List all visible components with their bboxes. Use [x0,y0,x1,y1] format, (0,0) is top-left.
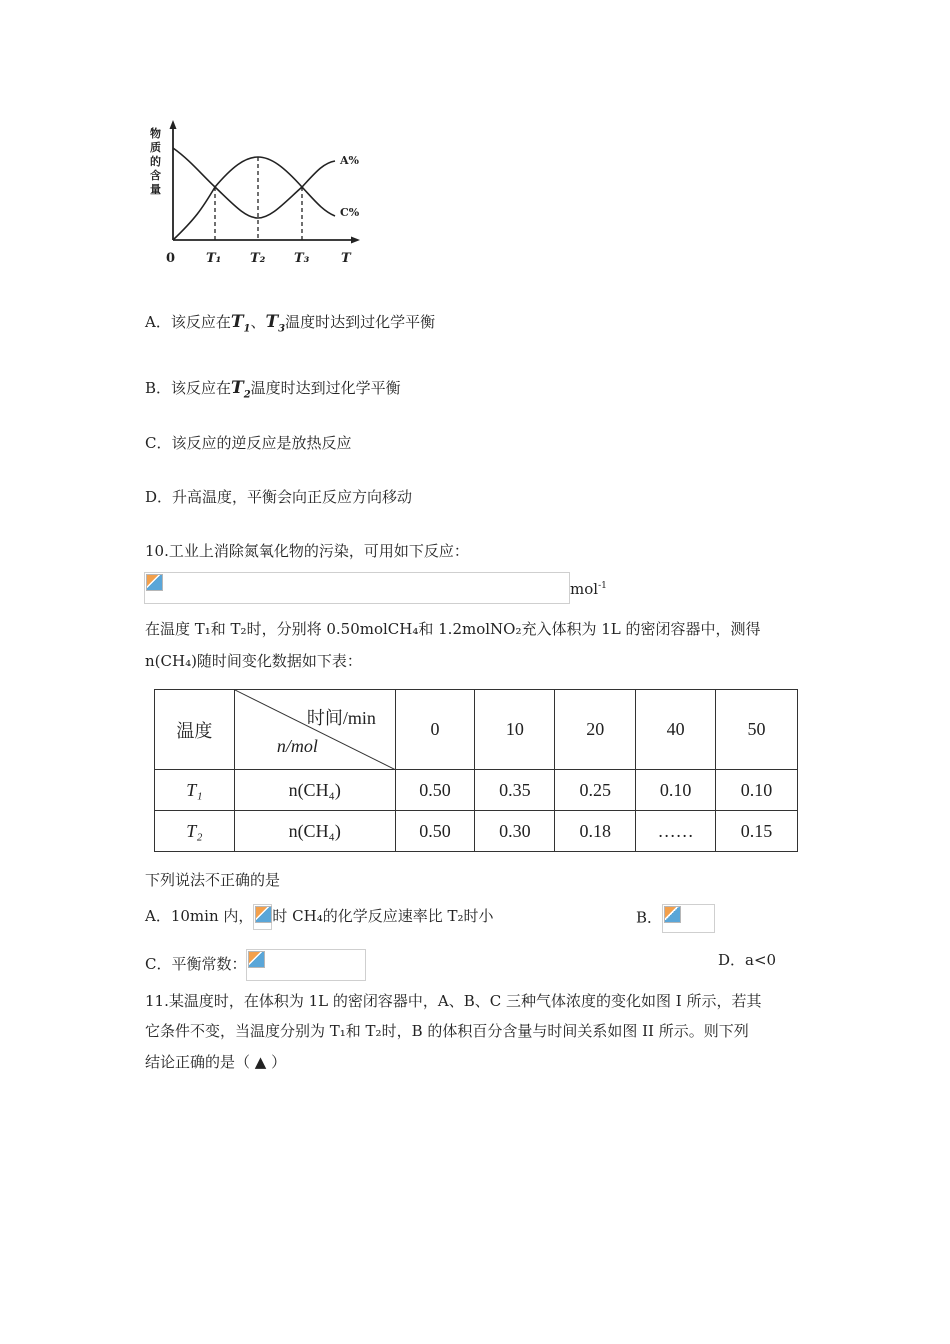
broken-image-icon [248,951,265,968]
broken-image-icon [146,574,163,591]
value-cell: 0.10 [716,770,798,811]
q11-line-3: 结论正确的是（ ▲ ） [145,1053,287,1071]
table-row [155,811,798,852]
y-label-char: 质 [150,141,161,154]
temperature-cell: T₁ [155,770,235,811]
origin-label: 0 [166,251,176,266]
x-tick-label: T₃ [294,251,310,266]
value-cell: 0.15 [716,811,798,852]
diagonal-line [235,690,396,770]
q10-description-2: n(CH₄)随时间变化数据如下表： [145,652,362,670]
series-label-a: A% [340,154,359,167]
broken-image-icon [255,906,272,923]
temperature-cell: T₂ [155,811,235,852]
header-diagonal-cell [234,690,395,770]
c-percent-curve [173,148,335,218]
q9-option-d: D．升高温度，平衡会向正反应方向移动 [145,488,413,506]
time-header-cell: 40 [636,690,716,770]
x-axis-label: T [341,251,351,266]
q9-option-c: C．该反应的逆反应是放热反应 [145,434,352,452]
value-cell: 0.50 [395,770,475,811]
option-b-formula-image [662,904,715,933]
value-cell: 0.50 [395,811,475,852]
x-tick-label: T₁ [206,251,222,266]
y-label-char: 物 [150,127,161,140]
q10-prompt: 下列说法不正确的是 [145,871,281,889]
value-cell: 0.18 [555,811,636,852]
value-cell: 0.35 [475,770,555,811]
equilibrium-constant-image [246,949,366,981]
y-label-char: 的 [150,155,161,168]
value-cell: 0.30 [475,811,555,852]
value-cell: …… [636,811,716,852]
y-axis-arrow [170,120,177,129]
inline-formula-image [253,904,272,930]
series-label-c: C% [340,206,360,219]
y-label-char: 量 [150,183,161,196]
content-vs-temperature-figure [140,115,380,275]
q10-option-b: B． [636,904,715,933]
q11-line-2: 它条件不变，当温度分别为 T₁和 T₂时，B 的体积百分含量与时间关系如图 II 所示。则下列 [145,1022,749,1040]
header-time: 时间/min [306,708,376,728]
time-header-cell: 10 [475,690,555,770]
q10-option-c: C．平衡常数： [145,949,366,981]
x-tick-label: T₂ [250,251,266,266]
y-label-char: 含 [150,169,161,182]
q10-stem: 10.工业上消除氮氧化物的污染，可用如下反应： [145,542,469,560]
equation-unit: mol$^{-1}$ [570,580,607,598]
t1-symbol: $T_1$ [230,312,251,335]
t3-symbol: $T_3$ [265,312,286,335]
table-header-row [155,690,798,770]
time-header-cell: 0 [395,690,475,770]
x-axis-arrow [351,237,360,244]
header-n: n/mol [276,736,318,756]
time-header-cell: 50 [716,690,798,770]
table-row [155,770,798,811]
reaction-equation-image [144,572,570,604]
q9-option-b: B．该反应在$T_2$温度时达到过化学平衡 [145,378,401,401]
value-cell: 0.25 [555,770,636,811]
q10-description-1: 在温度 T₁和 T₂时，分别将 0.50molCH₄和 1.2molNO₂充入体积为 1L 的密闭容器中，测得 [145,620,761,638]
header-temperature: 温度 [155,690,235,770]
q10-option-a: A．10min 内， 时 CH₄的化学反应速率比 T₂时小 [145,904,494,930]
q11-line-1: 11.某温度时，在体积为 1L 的密闭容器中，A、B、C 三种气体浓度的变化如图 I 所示，若其 [145,992,762,1010]
q10-option-d: D．a<0 [718,951,777,969]
broken-image-icon [664,906,681,923]
value-cell: 0.10 [636,770,716,811]
t2-symbol: $T_2$ [231,378,251,401]
ch4-data-table [154,689,798,852]
q9-option-a: A．该反应在$T_1$、$T_3$温度时达到过化学平衡 [145,312,436,335]
quantity-cell: n(CH₄) [234,770,395,811]
quantity-cell: n(CH₄) [234,811,395,852]
time-header-cell: 20 [555,690,636,770]
